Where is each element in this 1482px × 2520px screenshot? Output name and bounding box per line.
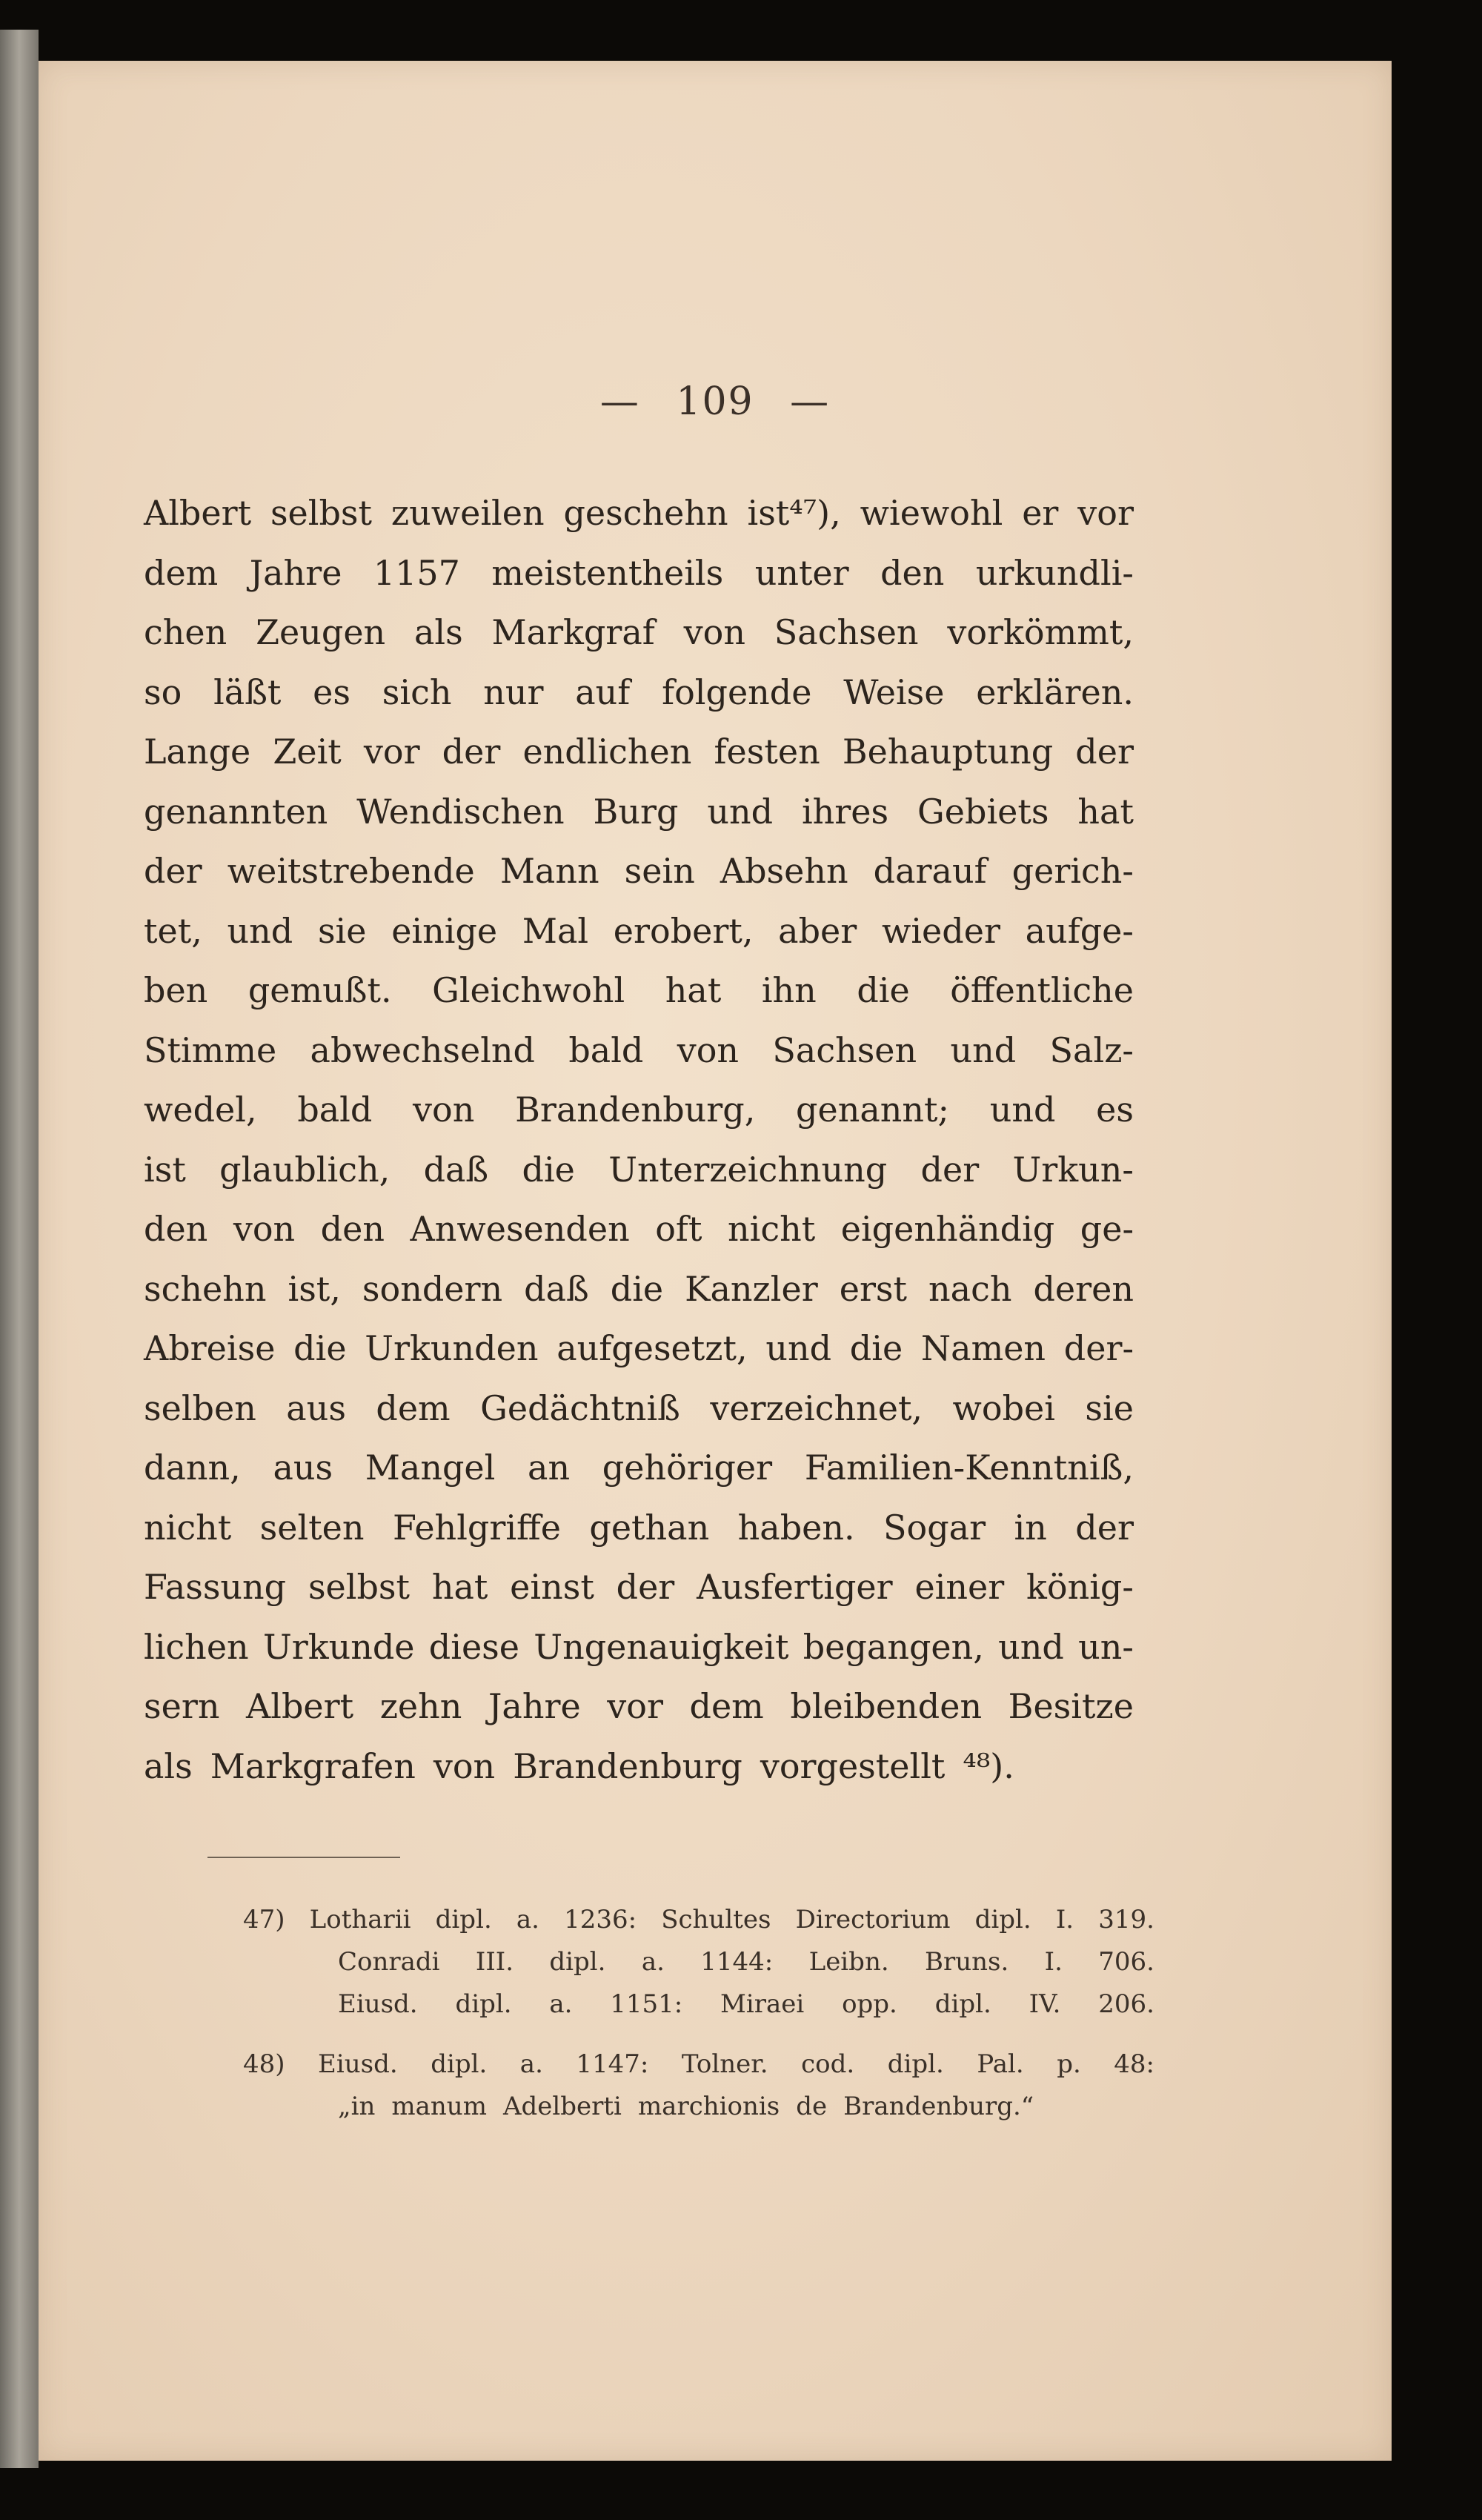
word: und [765, 1328, 832, 1368]
word: darauf [873, 851, 987, 891]
word: Kanzler [685, 1268, 818, 1309]
word: bleibenden [790, 1686, 983, 1726]
text-line [144, 1737, 1134, 1797]
word: bald [297, 1090, 373, 1130]
word: auf [575, 672, 631, 712]
word: der [1075, 1507, 1134, 1548]
word: begangen, [803, 1626, 984, 1667]
word: Urkun- [1012, 1149, 1134, 1190]
word: wobei [952, 1387, 1055, 1428]
footnote-word: IV. [1029, 1989, 1061, 2019]
word: genannt; [796, 1090, 950, 1130]
word: so [144, 672, 182, 712]
word: haben. [737, 1507, 855, 1548]
word: schehn [144, 1268, 267, 1309]
footnote-word: Leibn. [808, 1947, 889, 1977]
text-line [144, 961, 1134, 1021]
page-number: 109 [676, 379, 754, 424]
word: und [707, 791, 774, 832]
word: Urkunden [365, 1328, 539, 1368]
word: Salz- [1049, 1029, 1134, 1070]
word: gerich- [1011, 851, 1134, 891]
word: gethan [589, 1507, 710, 1548]
word: selbst [270, 493, 373, 533]
word: Absehn [720, 851, 848, 891]
word: Brandenburg [513, 1745, 742, 1786]
word: oft [655, 1209, 702, 1249]
word: Fassung [144, 1567, 287, 1607]
header-dash-left: — [599, 379, 640, 424]
footnote-word: 48: [1114, 2049, 1154, 2079]
word: un- [1078, 1626, 1134, 1667]
footnote-line [243, 2086, 1154, 2128]
footnote-word: opp. [842, 1989, 897, 2019]
footnote-word: I. [1055, 1905, 1074, 1934]
word: vor [1077, 493, 1134, 533]
word: Markgrafen [210, 1745, 416, 1786]
body-text [144, 483, 1134, 1796]
footnote-word: marchionis [637, 2092, 780, 2121]
word: den [880, 552, 945, 593]
word: weitstrebende [227, 851, 475, 891]
word: die [857, 970, 910, 1010]
word: in [1014, 1507, 1047, 1548]
word: ist [144, 1149, 186, 1190]
word: Jahre [249, 552, 342, 593]
word: eigenhändig [840, 1209, 1055, 1249]
word: Urkunde [262, 1626, 415, 1667]
text-line [144, 603, 1134, 663]
word: Mangel [365, 1448, 496, 1488]
word: gehöriger [602, 1448, 773, 1488]
word: Markgraf [491, 612, 655, 652]
word: Gleichwohl [432, 970, 625, 1010]
word: aus [273, 1448, 333, 1488]
word: dann, [144, 1448, 241, 1488]
word: ihres [801, 791, 889, 832]
word: wedel, [144, 1090, 257, 1130]
word: genannten [144, 791, 328, 832]
text-line [144, 1021, 1134, 1081]
word: es [313, 672, 351, 712]
word: von [433, 1745, 496, 1786]
text-line [144, 1677, 1134, 1737]
word: Albert [246, 1686, 354, 1726]
footnote-word: 1151: [610, 1989, 683, 2019]
footnote-line [243, 1899, 1154, 1941]
word: gemußt. [247, 970, 392, 1010]
word: ben [144, 970, 208, 1010]
adjacent-page-edge [0, 30, 39, 2468]
word: hat [665, 970, 722, 1010]
word: daß [524, 1268, 589, 1309]
word: Burg [593, 791, 679, 832]
text-line [144, 782, 1134, 842]
footnote-word: Conradi [338, 1947, 440, 1977]
footnote-separator [207, 1857, 400, 1858]
book-page [39, 61, 1392, 2461]
word: glaublich, [219, 1149, 391, 1190]
footnote-word: Eiusd. [318, 2049, 398, 2079]
footnote-word: Pal. [977, 2049, 1024, 2079]
word: der [442, 732, 501, 772]
word: Ungenauigkeit [534, 1626, 789, 1667]
word: ⁴⁸). [963, 1745, 1014, 1786]
page-header [39, 379, 1392, 424]
word: ist, [288, 1268, 341, 1309]
word: chen [144, 612, 227, 652]
text-line [144, 1319, 1134, 1379]
footnote-word: 206. [1098, 1989, 1154, 2019]
word: Unterzeichnung [608, 1149, 888, 1190]
word: ihn [761, 970, 817, 1010]
word: öffentliche [950, 970, 1134, 1010]
word: zuweilen [391, 493, 545, 533]
word: als [413, 612, 463, 652]
footnote-word: a. [519, 2049, 543, 2079]
word: folgende [662, 672, 812, 712]
word: Behauptung [842, 732, 1054, 772]
word: Jahre [488, 1686, 581, 1726]
text-line [144, 1498, 1134, 1558]
word: dem [144, 552, 219, 593]
word: von [683, 612, 745, 652]
word: könig- [1026, 1567, 1134, 1607]
word: von [413, 1090, 475, 1130]
word: Stimme [144, 1029, 277, 1070]
footnote-word: de [796, 2092, 828, 2121]
footnote-word: Miraei [720, 1989, 805, 2019]
footnote-word: cod. [801, 2049, 855, 2079]
word: selten [259, 1507, 365, 1548]
word: den [144, 1209, 208, 1249]
text-line [144, 722, 1134, 782]
word: daß [423, 1149, 489, 1190]
word: einst [510, 1567, 594, 1607]
word: bald [568, 1029, 644, 1070]
word: Namen [920, 1328, 1046, 1368]
word: den [320, 1209, 385, 1249]
text-line [144, 1379, 1134, 1439]
footnote-word: III. [475, 1947, 514, 1977]
word: Zeit [273, 732, 342, 772]
word: diese [428, 1626, 520, 1667]
word: verzeichnet, [710, 1387, 923, 1428]
footnote-word: dipl. [974, 1905, 1031, 1934]
word: sie [1085, 1387, 1134, 1428]
word: geschehn [563, 493, 728, 533]
word: es [1096, 1090, 1134, 1130]
text-line [144, 1557, 1134, 1617]
word: Wendischen [356, 791, 565, 832]
word: lichen [144, 1626, 249, 1667]
word: als [144, 1745, 193, 1786]
text-line [144, 1259, 1134, 1319]
word: Gedächtniß [480, 1387, 680, 1428]
word: aufgesetzt, [556, 1328, 748, 1368]
text-line [144, 663, 1134, 723]
text-line [144, 1617, 1134, 1677]
text-line [144, 1199, 1134, 1259]
footnote-word: manum [391, 2092, 487, 2121]
word: sondern [362, 1268, 503, 1309]
footnote-word: dipl. [934, 1989, 991, 2019]
footnote-word: dipl. [455, 1989, 512, 2019]
word: dem [376, 1387, 451, 1428]
word: sein [624, 851, 695, 891]
word: urkundli- [975, 552, 1134, 593]
word: Sachsen [774, 612, 919, 652]
word: die [849, 1328, 903, 1368]
word: Ausfertiger [697, 1567, 893, 1607]
word: nach [928, 1268, 1012, 1309]
word: und [950, 1029, 1017, 1070]
word: Sachsen [772, 1029, 917, 1070]
header-dash-right: — [790, 379, 831, 424]
word: sern [144, 1686, 220, 1726]
word: endlichen [522, 732, 692, 772]
text-line [144, 543, 1134, 603]
footnote-line [243, 1983, 1154, 2026]
footnote-word: Schultes [661, 1905, 771, 1934]
word: der [920, 1149, 980, 1190]
footnote-word: dipl. [887, 2049, 944, 2079]
footnote-gap [243, 2026, 1154, 2043]
text-line [144, 1140, 1134, 1200]
word: nicht [727, 1209, 816, 1249]
word: Anwesenden [410, 1209, 630, 1249]
footnote-word: 706. [1098, 1947, 1154, 1977]
text-line [144, 1438, 1134, 1498]
footnote-word: „in [338, 2092, 376, 2121]
word: Brandenburg, [515, 1090, 756, 1130]
footnote-word: 319. [1098, 1905, 1154, 1934]
word: selben [144, 1387, 256, 1428]
word: von [677, 1029, 740, 1070]
word: 1157 [373, 552, 460, 593]
footnote-word: Bruns. [925, 1947, 1009, 1977]
word: aber [778, 910, 857, 951]
word: Familien-Kenntniß, [804, 1448, 1134, 1488]
word: vorkömmt, [947, 612, 1134, 652]
footnote-line [243, 2043, 1154, 2086]
word: zehn [379, 1686, 462, 1726]
word: unter [754, 552, 849, 593]
word: sich [382, 672, 452, 712]
footnote-word: 47) [243, 1905, 285, 1934]
word: die [522, 1149, 575, 1190]
footnote-word: p. [1057, 2049, 1081, 2079]
word: und [989, 1090, 1056, 1130]
word: hat [1077, 791, 1134, 832]
word: Mann [499, 851, 599, 891]
footnote-word: Eiusd. [338, 1989, 418, 2019]
word: erst [839, 1268, 908, 1309]
word: und [998, 1626, 1064, 1667]
footnote-word: a. [641, 1947, 665, 1977]
word: Gebiets [917, 791, 1049, 832]
word: und [227, 910, 293, 951]
word: aufge- [1025, 910, 1134, 951]
word: die [293, 1328, 347, 1368]
word: ge- [1080, 1209, 1134, 1249]
word: dem [689, 1686, 764, 1726]
text-line [144, 901, 1134, 961]
word: hat [431, 1567, 488, 1607]
footnote-word: 1236: [564, 1905, 637, 1934]
footnote [243, 2043, 1154, 2128]
word: Fehlgriffe [392, 1507, 561, 1548]
word: Albert [144, 493, 252, 533]
footnote-word: 48) [243, 2049, 285, 2079]
word: erobert, [613, 910, 754, 951]
word: erklären. [976, 672, 1134, 712]
word: an [528, 1448, 571, 1488]
word: tet, [144, 910, 202, 951]
word: ist⁴⁷), [747, 493, 841, 533]
footnote-word: Tolner. [681, 2049, 768, 2079]
word: wieder [881, 910, 1000, 951]
word: sie [317, 910, 367, 951]
footnote-word: dipl. [435, 1905, 492, 1934]
word: der [1075, 732, 1134, 772]
word: festen [714, 732, 820, 772]
word: Besitze [1008, 1686, 1134, 1726]
footnote-word: Brandenburg.“ [843, 2092, 1034, 2121]
word: selbst [308, 1567, 411, 1607]
footnote-word: Directorium [795, 1905, 951, 1934]
word: deren [1033, 1268, 1134, 1309]
footnote-line [243, 1941, 1154, 1983]
footnotes [243, 1899, 1154, 2128]
footnote-word: a. [549, 1989, 573, 2019]
footnote-word: Adelberti [502, 2092, 622, 2121]
word: aus [286, 1387, 346, 1428]
text-line [144, 1080, 1134, 1140]
word: vor [607, 1686, 663, 1726]
word: der [144, 851, 202, 891]
word: Sogar [883, 1507, 986, 1548]
word: vor [363, 732, 420, 772]
word: meistentheils [491, 552, 724, 593]
word: die [610, 1268, 664, 1309]
word: einige [391, 910, 498, 951]
word: wiewohl [860, 493, 1003, 533]
word: Zeugen [256, 612, 386, 652]
word: Weise [843, 672, 945, 712]
word: der- [1063, 1328, 1134, 1368]
footnote-word: Lotharii [309, 1905, 411, 1934]
word: vorgestellt [760, 1745, 946, 1786]
word: einer [914, 1567, 1005, 1607]
word: Abreise [144, 1328, 276, 1368]
footnote-word: 1147: [576, 2049, 649, 2079]
footnote-word: dipl. [431, 2049, 488, 2079]
text-line [144, 483, 1134, 543]
word: der [616, 1567, 675, 1607]
word: nur [483, 672, 544, 712]
word: Lange [144, 732, 251, 772]
footnote-word: I. [1044, 1947, 1063, 1977]
word: er [1022, 493, 1059, 533]
footnote-word: dipl. [549, 1947, 606, 1977]
word: nicht [144, 1507, 232, 1548]
word: von [233, 1209, 296, 1249]
word: abwechselnd [310, 1029, 535, 1070]
word: läßt [213, 672, 282, 712]
footnote-word: a. [516, 1905, 539, 1934]
footnote-word: 1144: [700, 1947, 774, 1977]
word: Mal [522, 910, 589, 951]
text-line [144, 841, 1134, 901]
footnote [243, 1899, 1154, 2026]
